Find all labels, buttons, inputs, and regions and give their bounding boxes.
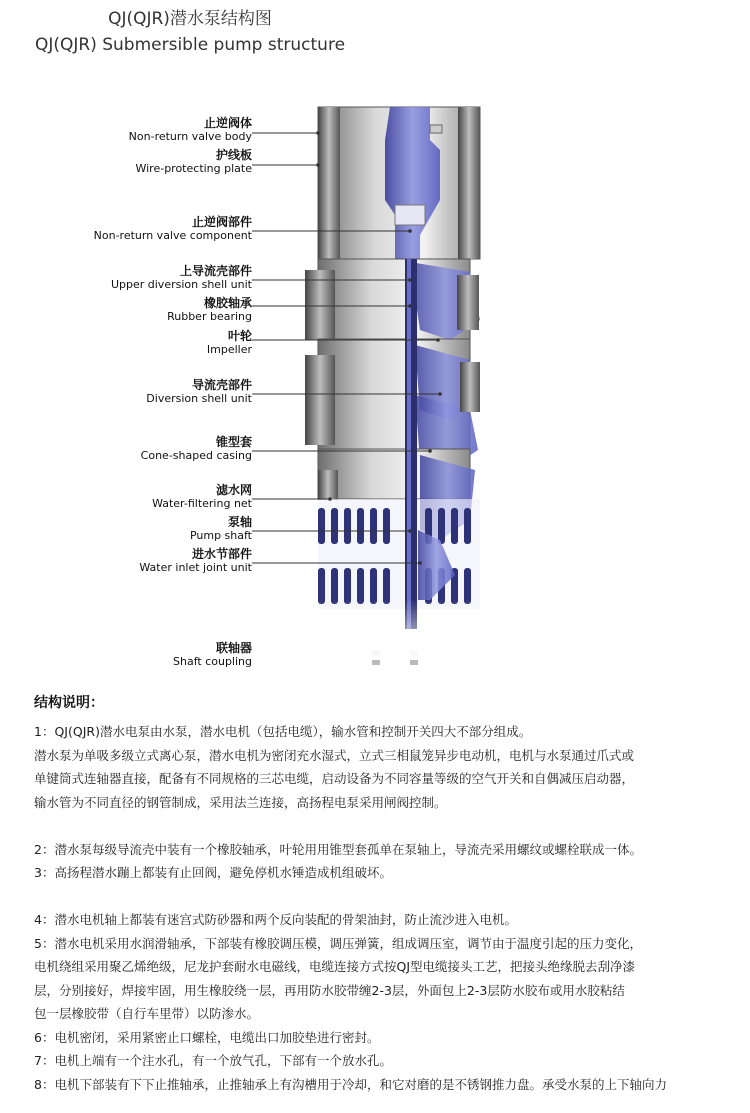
label-shaft-coupling: 联轴器 Shaft coupling (173, 641, 252, 668)
description-line: 8：电机下部装有下下止推轴承，止推轴承上有沟槽用于冷却，和它对磨的是不锈钢推力盘。承受水泵的上下轴向力 (34, 1076, 667, 1092)
description-line: 包一层橡胶带（自行车里带）以防渗水。 (34, 1006, 260, 1021)
label-upper-diversion-shell-unit: 上导流壳部件 Upper diversion shell unit (110, 264, 252, 291)
label-water-filtering-net: 滤水网 Water-filtering net (152, 483, 252, 510)
upper-diversion-shell-section (305, 259, 480, 340)
description-line: 4：潜水电机轴上都装有迷宫式防砂器和两个反向装配的骨架油封，防止流沙进入电机。 (34, 912, 517, 927)
label-cone-shaped-casing: 锥型套 Cone-shaped casing (140, 435, 252, 462)
description-line: 单键筒式连轴器直接，配备有不同规格的三芯电缆，启动设备为不同容量等级的空气开关和自偶减压启动器， (34, 771, 635, 786)
description-line: 1：QJ(QJR)潜水电泵由水泵，潜水电机（包括电缆），输水管和控制开关四大不部分组成。 (34, 724, 532, 739)
description-title: 结构说明： (34, 695, 104, 711)
label-pump-shaft: 泵轴 Pump shaft (189, 515, 252, 542)
label-wire-protecting-plate: 护线板 Wire-protecting plate (135, 148, 252, 175)
description-line: 潜水泵为单吸多级立式离心泵，潜水电机为密闭充水湿式，立式三相鼠笼异步电动机，电机与水泵通过爪式或 (34, 747, 635, 763)
label-diversion-shell-unit: 导流壳部件 Diversion shell unit (146, 378, 252, 405)
structure-description (34, 692, 746, 1096)
description-line: 7：电机上端有一个注水孔，有一个放气孔，下部有一个放水孔。 (34, 1053, 392, 1068)
description-line: 5：潜水电机采用水润滑轴承，下部装有橡胶调压模，调压弹簧，组成调压室，调节由于温度引起的压力变化， (34, 935, 642, 951)
label-non-return-valve-body: 止逆阀体 Non-return valve body (128, 116, 252, 143)
label-rubber-bearing: 橡胶轴承 Rubber bearing (167, 296, 252, 323)
description-line: 6：电机密闭，采用紧密止口螺栓，电缆出口加胶垫进行密封。 (34, 1029, 380, 1045)
label-impeller: 叶轮 Impeller (206, 329, 252, 356)
description-line: 电机绕组采用聚乙烯绝级，尼龙护套耐水电磁线，电缆连接方式按QJ型电缆接头工艺，把接头绝缘脱去刮净漆 (34, 959, 636, 974)
label-non-return-valve-component: 止逆阀部件 Non-return valve component (93, 215, 252, 242)
diagram-title-block (0, 8, 380, 56)
description-line: 输水管为不同直径的钢管制成，采用法兰连接，高扬程电泵采用闸阀控制。 (34, 794, 447, 810)
label-water-inlet-joint-unit: 进水节部件 Water inlet joint unit (139, 547, 252, 574)
description-line: 3：高扬程潜水蹦上都装有止回阀，避免停机水锤造成机组破坏。 (34, 865, 392, 880)
water-filtering-net (318, 499, 480, 609)
pump-cross-section-diagram (0, 100, 750, 680)
valve-body-section (318, 107, 480, 259)
title-chinese: QJ(QJR)潜水泵结构图 (108, 9, 272, 29)
description-line: 2：潜水泵每级导流壳中装有一个橡胶轴承，叶轮用用锥型套孤单在泵轴上，导流壳采用螺纹或螺栓联成一体。 (34, 841, 642, 857)
title-english: QJ(QJR) Submersible pump structure (34, 35, 346, 55)
description-line: 层，分别接好，焊接牢固，用生橡胶绕一层，再用防水胶带缠2-3层，外面包上2-3层防水胶布或用水胶粘结 (34, 982, 625, 998)
